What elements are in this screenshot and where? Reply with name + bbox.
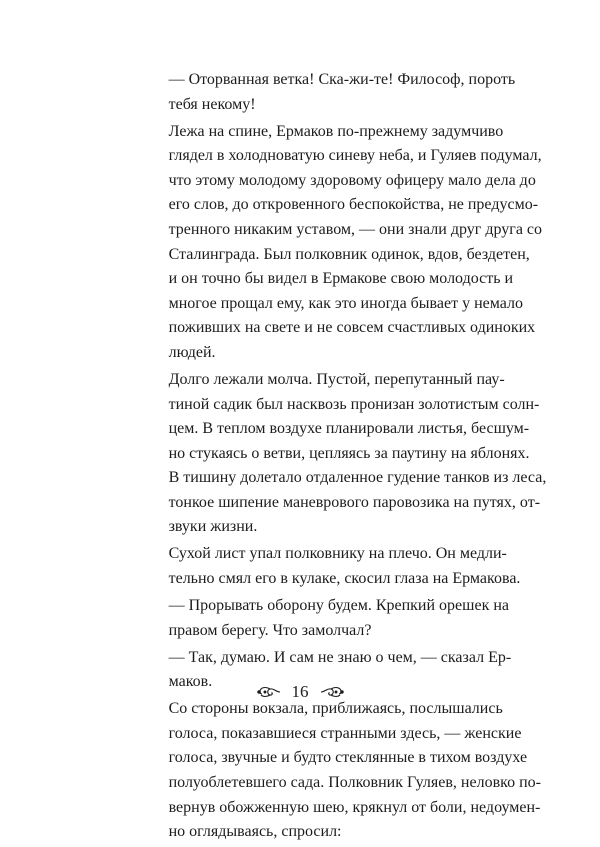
text-line: поживших на свете и не совсем счастливых одиноких	[168, 319, 536, 337]
text-line: Со стороны вокзала, приближаясь, послышались	[168, 700, 503, 718]
text-line: правом берегу. Что замолчал?	[168, 621, 372, 639]
text-line: тонкое шипение маневрового паровозика на путях, от-	[168, 493, 541, 511]
text-line: людей.	[168, 343, 216, 361]
text-line: — Прорывать оборону будем. Крепкий орешек на	[168, 597, 510, 615]
text-line: глядел в холодноватую синеву неба, и Гуляев подумал,	[168, 147, 542, 165]
text-line: но стукаясь о ветви, цепляясь за паутину на яблонях.	[168, 444, 530, 462]
paragraph	[147, 120, 543, 366]
text-line: вернув обожженную шею, крякнул от боли, недоумен-	[168, 798, 541, 816]
text-line: В тишину долетало отдаленное гудение танков из леса,	[168, 469, 547, 487]
paragraph	[147, 697, 541, 845]
text-line: тренного никаким уставом, — они знали друг друга со	[168, 220, 543, 238]
fleuron-right-ornament	[319, 685, 345, 699]
text-line: Лежа на спине, Ермаков по-прежнему задумчиво	[168, 122, 504, 140]
text-line: Долго лежали молча. Пустой, перепутанный пау-	[168, 370, 505, 388]
paragraph	[147, 542, 521, 591]
text-line: Сухой лист упал полковнику на плечо. Он медли-	[168, 545, 507, 563]
text-line: голоса, звучные и будто стеклянные в тихом воздухе	[168, 749, 528, 767]
text-line: голоса, показавшиеся странными здесь, — женские	[168, 724, 522, 742]
text-line: тиной садик был насквозь пронизан золотистым солн-	[168, 395, 540, 413]
text-line: многое прощал ему, как это иногда бывает у немало	[168, 294, 523, 312]
paragraph	[147, 68, 516, 117]
text-line: — Оторванная ветка! Ска-жи-те! Философ, пороть	[168, 71, 516, 88]
text-line: маков.	[168, 673, 213, 691]
text-line: и он точно бы видел в Ермакове свою молодость и	[168, 270, 514, 288]
text-line: цем. В теплом воздухе планировали листья, бесшум-	[168, 420, 530, 438]
text-line: Сталинграда. Был полковник одинок, вдов, бездетен,	[168, 245, 530, 263]
page-footer	[0, 680, 600, 704]
paragraph	[147, 368, 547, 540]
text-line: но оглядываясь, спросил:	[168, 823, 342, 841]
fleuron-left-ornament	[256, 685, 282, 699]
paragraph	[147, 594, 510, 643]
text-line: что этому молодому здоровому офицеру мало дела до	[168, 171, 536, 189]
text-line: звуки жизни.	[168, 518, 258, 536]
page-number: 16	[291, 682, 309, 701]
text-line: его слов, до откровенного беспокойства, не предусмо-	[168, 196, 539, 214]
text-line: тельно смял его в кулаке, скосил глаза на Ермакова.	[168, 570, 521, 588]
text-line: тебя некому!	[168, 95, 256, 113]
text-line: полуоблетевшего сада. Полковник Гуляев, неловко по-	[168, 773, 541, 791]
body-text	[147, 68, 547, 847]
text-line: — Так, думаю. И сам не знаю о чем, — сказал Ер-	[168, 648, 512, 666]
